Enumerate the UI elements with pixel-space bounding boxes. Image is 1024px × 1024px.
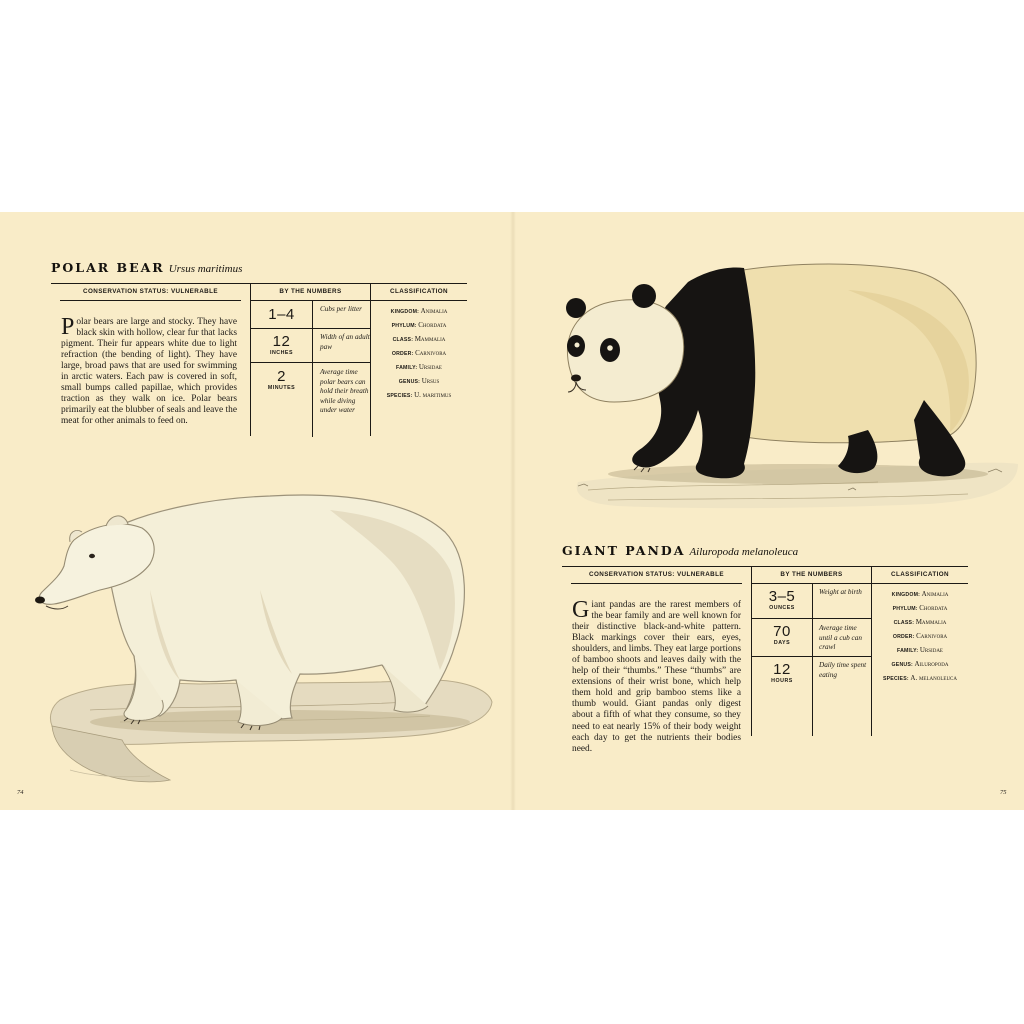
classification-value: Carnivora	[415, 349, 447, 357]
classification-key: PHYLUM:	[391, 323, 417, 329]
classification-key: SPECIES:	[386, 393, 413, 399]
classification-row	[371, 319, 467, 333]
giant-panda-number-value: 12	[773, 661, 791, 678]
polar-bear-number-desc: Cubs per litter	[320, 305, 362, 313]
polar-bear-number-desc: Width of an adult paw	[320, 333, 370, 351]
polar-bear-number-row	[251, 329, 370, 363]
classification-key: FAMILY:	[396, 365, 418, 371]
polar-bear-scientific-name: Ursus maritimus	[168, 263, 243, 275]
giant-panda-number-unit: DAYS	[773, 640, 791, 646]
polar-bear-body-copy: olar bears are large and stocky. They have black skin with hollow, clear fur that lacks pigment. Their fur appears white due to light refraction (the bending of light). They have large, broad paws that are used for swimming in arctic waters. Each paw is covered in soft, small bumps called papillae, which provides traction as they walk on ice. Polar bears primarily eat the blubber of seals and leave the meat for other animals to feed on.	[61, 317, 237, 427]
classification-key: ORDER:	[391, 351, 414, 357]
classification-value: Chordata	[418, 321, 447, 329]
polar-bear-classification-list	[371, 305, 467, 403]
classification-value: Chordata	[919, 604, 948, 612]
polar-bear-status-rule	[60, 300, 241, 301]
giant-panda-body-text	[571, 597, 742, 755]
giant-panda-numbers-header: BY THE NUMBERS	[780, 571, 843, 578]
polar-bear-classification-block	[371, 284, 467, 399]
giant-panda-number-desc: Daily time spent eating	[819, 661, 867, 679]
giant-panda-number-row	[752, 619, 871, 657]
classification-key: GENUS:	[398, 379, 421, 385]
classification-value: Animalia	[420, 307, 448, 315]
giant-panda-number-value: 70	[773, 623, 791, 640]
classification-key: GENUS:	[891, 662, 913, 668]
classification-value: A. melanoleuca	[910, 674, 957, 682]
classification-row	[868, 602, 972, 616]
classification-row	[868, 616, 972, 630]
classification-key: FAMILY:	[897, 648, 919, 654]
giant-panda-status-rule	[571, 583, 742, 584]
giant-panda-drop-cap: G	[572, 597, 590, 623]
giant-panda-title	[562, 543, 798, 558]
classification-key: ORDER:	[892, 634, 915, 640]
giant-panda-number-value: 3–5	[768, 588, 796, 605]
giant-panda-classification-header: CLASSIFICATION	[891, 571, 949, 578]
polar-bear-number-value: 12	[272, 333, 291, 350]
giant-panda-number-desc: Weight at birth	[819, 588, 862, 596]
giant-panda-number-unit: OUNCES	[769, 605, 795, 611]
giant-panda-number-row	[752, 657, 871, 737]
giant-panda-numbers-block	[752, 567, 871, 737]
classification-key: CLASS:	[392, 337, 414, 343]
giant-panda-description-block	[562, 567, 751, 755]
polar-bear-title	[51, 260, 242, 275]
classification-row	[868, 630, 972, 644]
polar-bear-number-value: 1–4	[268, 306, 295, 323]
giant-panda-body-copy: iant pandas are the rarest members of the bear family and are well known for their distinctive black-and-white pattern. Black markings cover their ears, eyes, shoulders, and limbs. They eat large portions of bamboo shoots and leaves daily with the help of their “thumbs.” These “thumbs” are extensions of their wrist bone, which help them hold and grip bamboo stems like a thumb would. Giant pandas only digest about a fifth of what they consume, so they need to eat nearly 15% of their body weight each day to get the nutrients their bodies need.	[572, 600, 741, 754]
polar-bear-numbers-block	[251, 284, 370, 437]
giant-panda-number-desc: Average time until a cub can crawl	[819, 624, 862, 652]
giant-panda-classification-block	[872, 567, 968, 682]
classification-value: Ursus	[421, 377, 440, 385]
polar-bear-drop-cap: P	[61, 314, 75, 340]
giant-panda-illustration	[548, 250, 1024, 512]
classification-key: SPECIES:	[882, 676, 909, 682]
classification-key: PHYLUM:	[892, 606, 918, 612]
classification-value: Animalia	[921, 590, 949, 598]
giant-panda-number-row	[752, 584, 871, 619]
polar-bear-classification-header: CLASSIFICATION	[390, 288, 448, 295]
classification-key: KINGDOM:	[891, 592, 921, 598]
classification-row	[868, 644, 972, 658]
polar-bear-number-row	[251, 301, 370, 329]
classification-row	[371, 389, 467, 403]
polar-bear-number-desc: Average time polar bears can hold their breath while diving under water	[320, 368, 369, 415]
polar-bear-illustration	[30, 470, 495, 790]
classification-row	[371, 361, 467, 375]
classification-key: CLASS:	[893, 620, 915, 626]
polar-bear-number-value: 2	[277, 368, 286, 385]
classification-row	[868, 588, 972, 602]
classification-value: Ursidae	[919, 646, 943, 654]
classification-value: Mammalia	[414, 335, 446, 343]
giant-panda-common-name: GIANT PANDA	[562, 543, 686, 558]
polar-bear-conservation-status: CONSERVATION STATUS: VULNERABLE	[83, 288, 218, 295]
polar-bear-body-text	[60, 314, 238, 427]
polar-bear-description-block	[51, 284, 250, 427]
polar-bear-number-unit: MINUTES	[267, 385, 296, 391]
book-spread	[0, 212, 1024, 810]
polar-bear-number-unit: INCHES	[269, 350, 293, 356]
page-number-right: 75	[1000, 789, 1007, 796]
classification-value: U. maritimus	[414, 391, 452, 399]
classification-row	[371, 305, 467, 319]
page-number-left: 74	[17, 789, 24, 796]
classification-row	[371, 375, 467, 389]
polar-bear-common-name: POLAR BEAR	[51, 260, 165, 275]
classification-row	[371, 333, 467, 347]
giant-panda-number-unit: HOURS	[771, 678, 793, 684]
classification-row	[868, 658, 972, 672]
classification-value: Ailuropoda	[914, 660, 949, 668]
giant-panda-scientific-name: Ailuropoda melanoleuca	[689, 546, 799, 558]
classification-key: KINGDOM:	[390, 309, 420, 315]
polar-bear-number-row	[251, 363, 370, 437]
polar-bear-numbers-header: BY THE NUMBERS	[279, 288, 342, 295]
book-gutter	[510, 212, 516, 810]
giant-panda-conservation-status: CONSERVATION STATUS: VULNERABLE	[589, 571, 724, 578]
polar-bear-classification-rule	[371, 300, 467, 301]
giant-panda-classification-list	[868, 588, 972, 686]
classification-row	[868, 672, 972, 686]
classification-value: Mammalia	[915, 618, 947, 626]
classification-value: Ursidae	[418, 363, 442, 371]
giant-panda-classification-rule	[872, 583, 968, 584]
classification-value: Carnivora	[916, 632, 948, 640]
classification-row	[371, 347, 467, 361]
